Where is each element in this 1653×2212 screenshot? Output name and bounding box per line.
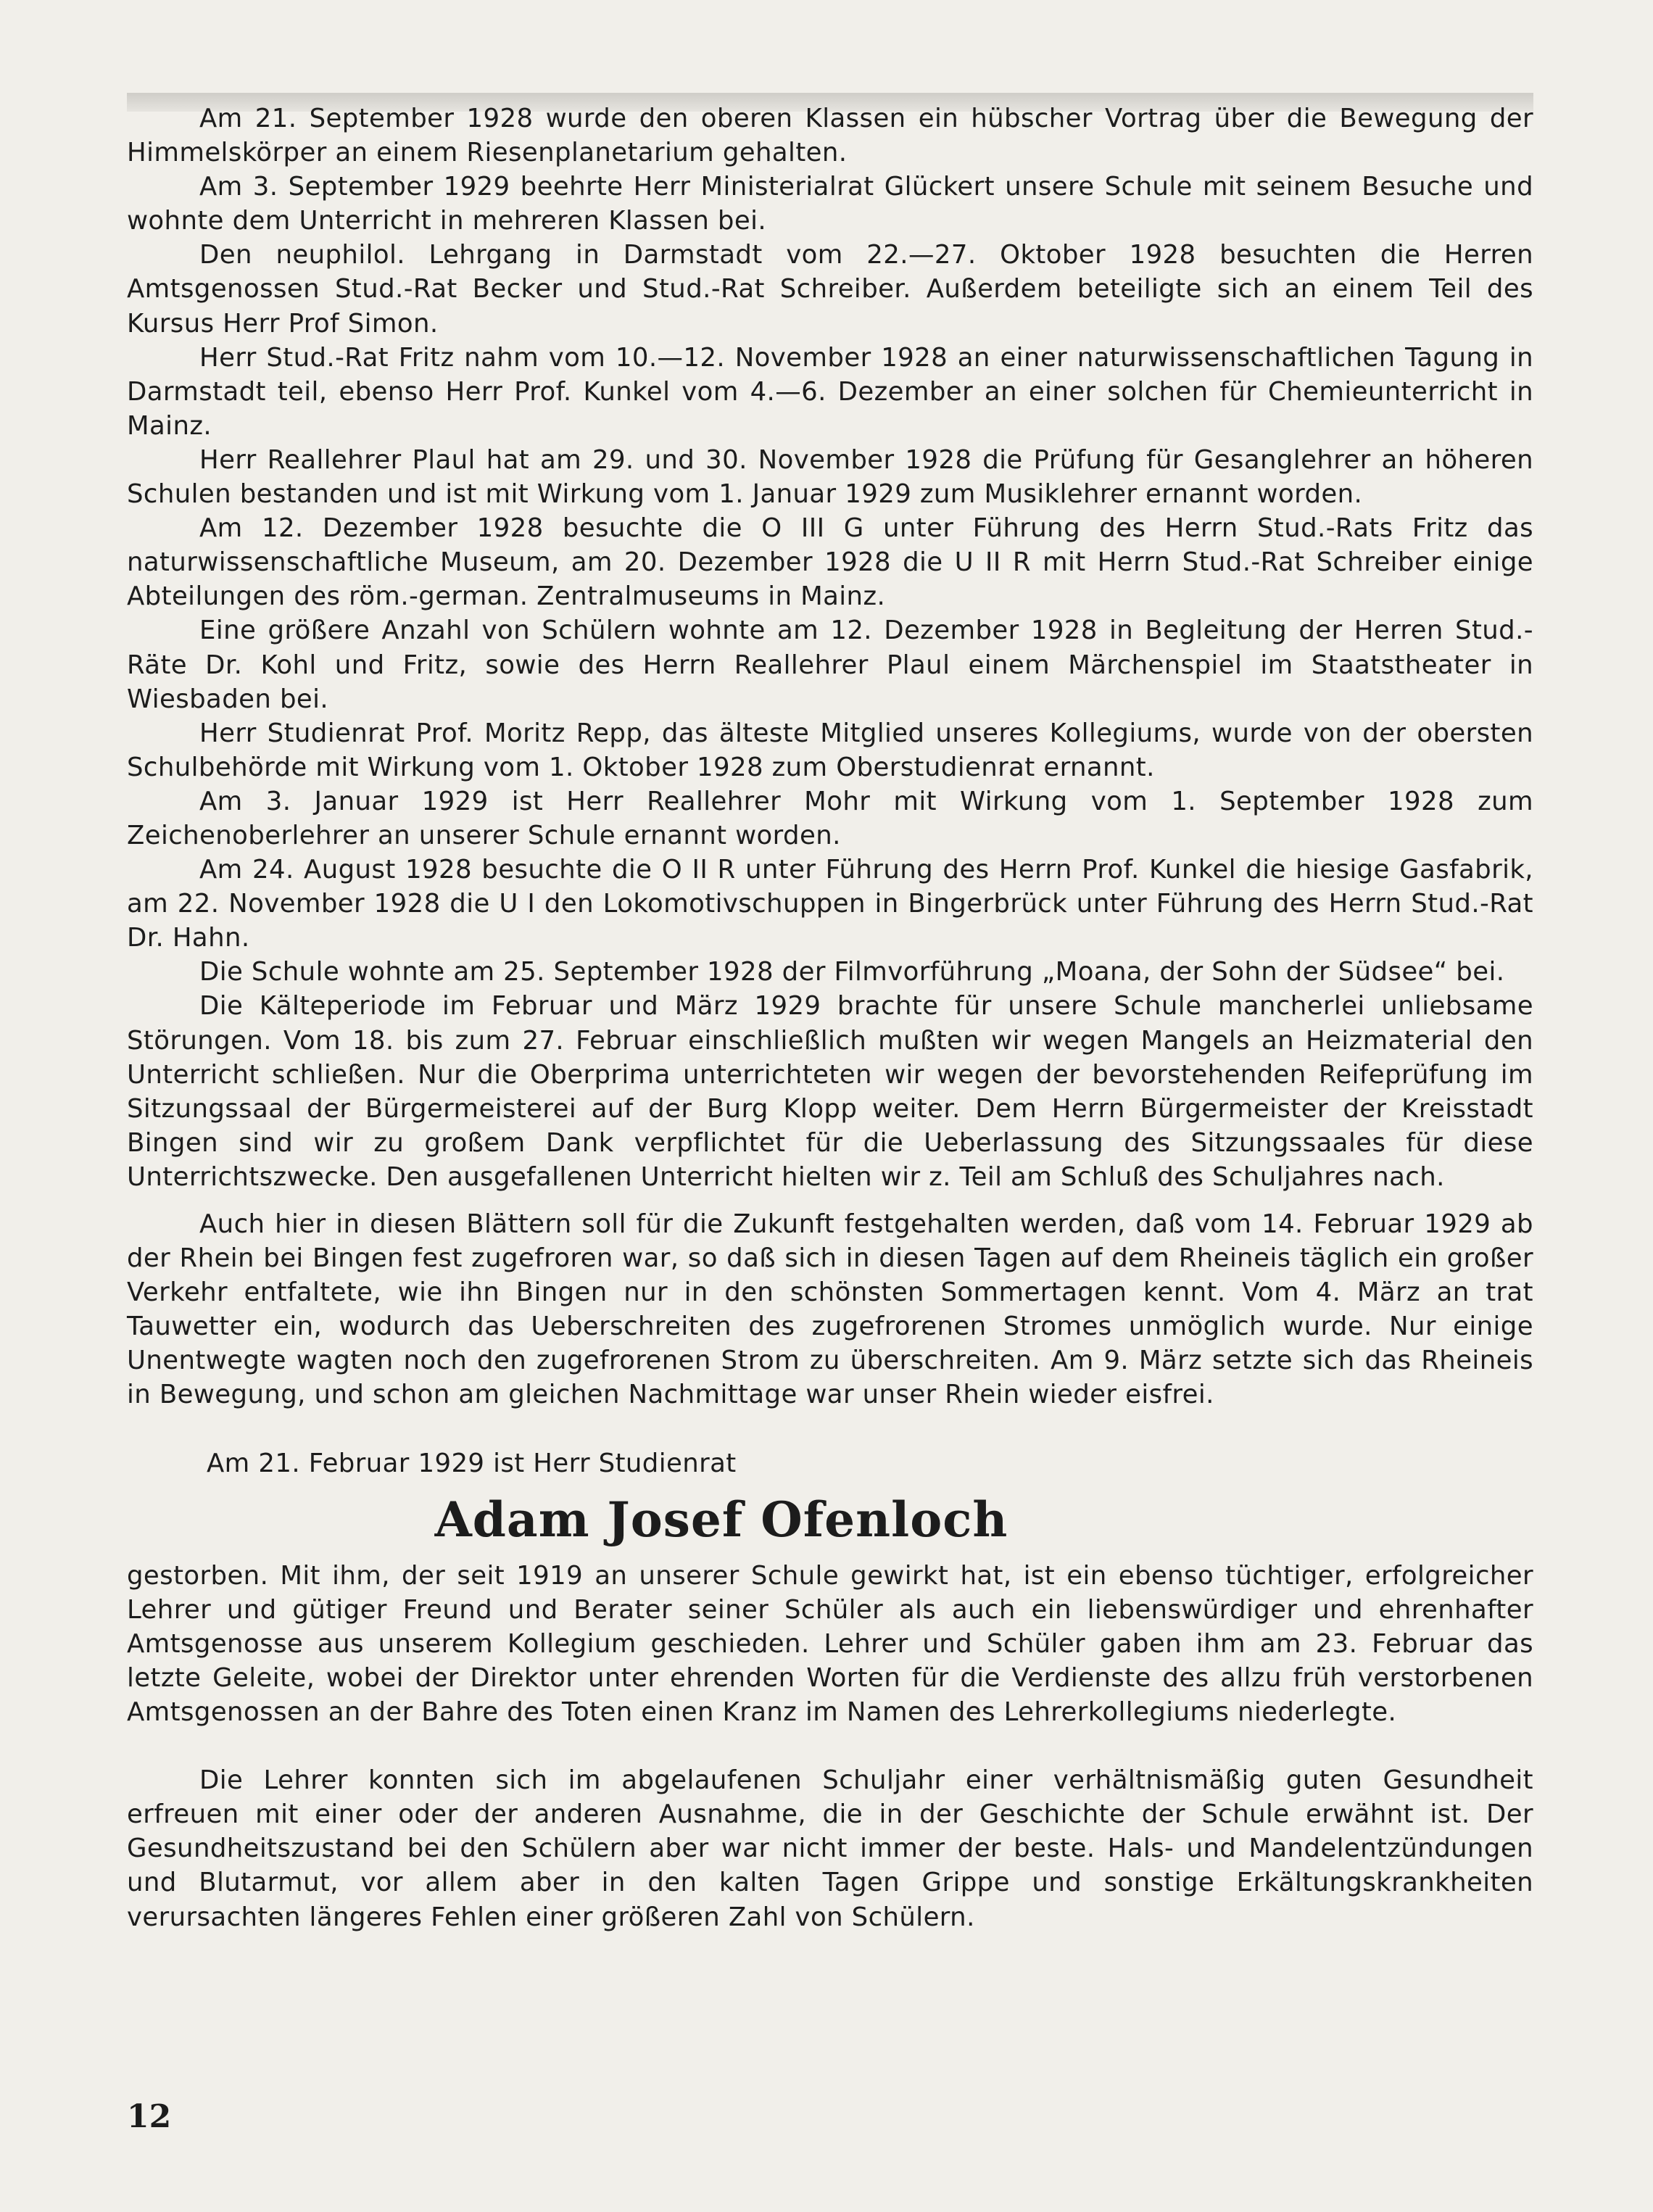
page-number: 12: [127, 2098, 172, 2135]
chronicle-paragraph: Die Schule wohnte am 25. September 1928 der Filmvorführung „Moana, der Sohn der Südsee“ bei.: [199, 957, 1505, 987]
chronicle-paragraph: Herr Studienrat Prof. Moritz Repp, das älteste Mitglied unseres Kollegiums, wurde von der obersten Schulbehörde mit Wirkung vom 1. Oktober 1928 zum Oberstudienrat ernannt.: [127, 718, 1533, 782]
obituary-intro: Am 21. Februar 1929 ist Herr Studienrat: [207, 1448, 737, 1478]
rhine-paragraph: Auch hier in diesen Blättern soll für die Zukunft festgehalten werden, daß vom 14. Februar 1929 ab der Rhein bei Bingen fest zugefroren war, so daß sich in diesen Tagen auf dem Rheineis täglich ein großer Verkehr entfaltete, wie ihn Bingen nur in den schönsten Sommertagen kennt. Vom 4. März an trat Tauwetter ein, wodurch das Ueberschreiten des zugefrorenen Stromes unmöglich wurde. Nur einige Unentwegte wagten noch den zugefrorenen Strom zu überschreiten. Am 9. März setzte sich das Rheineis in Bewegung, und schon am gleichen Nachmittage war unser Rhein wieder eisfrei.: [127, 1209, 1533, 1410]
chronicle-paragraph: Den neuphilol. Lehrgang in Darmstadt vom 22.—27. Oktober 1928 besuchten die Herren Amtsgenossen Stud.-Rat Becker und Stud.-Rat Schreiber. Außerdem beteiligte sich an einem Teil des Kursus Herr Prof Simon.: [127, 240, 1533, 339]
chronicle-paragraph: Am 21. September 1928 wurde den oberen Klassen ein hübscher Vortrag über die Bewegung der Himmelskörper an einem Riesenplanetarium gehalten.: [127, 104, 1533, 168]
obituary-paragraph: gestorben. Mit ihm, der seit 1919 an unserer Schule gewirkt hat, ist ein ebenso tüchtiger, erfolgreicher Lehrer und gütiger Freund und Berater seiner Schüler als auch ein liebenswürdiger und ehrenhafter Amtsgenosse aus unserem Kollegium geschieden. Lehrer und Schüler gaben ihm am 23. Februar das letzte Geleite, wobei der Direktor unter ehrenden Worten für die Verdienste des allzu früh verstorbenen Amtsgenossen an der Bahre des Toten einen Kranz im Namen des Lehrerkollegiums niederlegte.: [127, 1560, 1533, 1728]
deceased-name-text: Adam Josef Ofenloch: [434, 1491, 1008, 1548]
chronicle-paragraph: Herr Stud.-Rat Fritz nahm vom 10.—12. November 1928 an einer naturwissenschaftlichen Tagung in Darmstadt teil, ebenso Herr Prof. Kunkel vom 4.—6. Dezember an einer solchen für Chemieunterricht in Mainz.: [127, 342, 1533, 441]
chronicle-paragraph: Am 3. September 1929 beehrte Herr Ministerialrat Glückert unsere Schule mit seinem Besuche und wohnte dem Unterricht in mehreren Klassen bei.: [127, 172, 1533, 236]
chronicle-paragraph: Herr Reallehrer Plaul hat am 29. und 30. November 1928 die Prüfung für Gesanglehrer an höheren Schulen bestanden und ist mit Wirkung vom 1. Januar 1929 zum Musiklehrer ernannt worden.: [127, 444, 1533, 510]
chronicle-paragraph: Am 24. August 1928 besuchte die O II R unter Führung des Herrn Prof. Kunkel die hiesige Gasfabrik, am 22. November 1928 die U I den Lokomotivschuppen in Bingerbrück unter Führung des Herrn Stud.-Rat Dr. Hahn.: [127, 855, 1533, 953]
health-paragraph: Die Lehrer konnten sich im abgelaufenen Schuljahr einer verhältnismäßig guten Gesundheit erfreuen mit einer oder der anderen Ausnahme, die in der Geschichte der Schule erwähnt ist. Der Gesundheitszustand bei den Schülern aber war nicht immer der beste. Hals- und Mandelentzündungen und Blutarmut, vor allem aber in den kalten Tagen Grippe und sonstige Erkältungskrankheiten verursachten längeres Fehlen einer größeren Zahl von Schülern.: [127, 1765, 1533, 1932]
chronicle-paragraph: Am 12. Dezember 1928 besuchte die O III G unter Führung des Herrn Stud.-Rats Fritz das naturwissenschaftliche Museum, am 20. Dezember 1928 die U II R mit Herrn Stud.-Rat Schreiber einige Abteilungen des röm.-german. Zentralmuseums in Mainz.: [127, 513, 1533, 612]
deceased-name: [127, 1491, 1533, 1549]
text-column: [127, 102, 1533, 1934]
chronicle-paragraph: Die Kälteperiode im Februar und März 1929 brachte für unsere Schule mancherlei unliebsame Störungen. Vom 18. bis zum 27. Februar einschließlich mußten wir wegen Mangels an Heizmaterial den Unterricht schließen. Nur die Oberprima unterrichteten wir wegen der bevorstehenden Reifeprüfung im Sitzungssaal der Bürgermeisterei auf der Burg Klopp weiter. Dem Herrn Bürgermeister der Kreisstadt Bingen sind wir zu großem Dank verpflichtet für die Ueberlassung des Sitzungssaales für diese Unterrichtszwecke. Den ausgefallenen Unterricht hielten wir z. Teil am Schluß des Schuljahres nach.: [127, 991, 1533, 1192]
chronicle-paragraph: Eine größere Anzahl von Schülern wohnte am 12. Dezember 1928 in Begleitung der Herren Stud.-Räte Dr. Kohl und Fritz, sowie des Herrn Reallehrer Plaul einem Märchenspiel im Staatstheater in Wiesbaden bei.: [127, 616, 1533, 714]
chronicle-paragraph: Am 3. Januar 1929 ist Herr Reallehrer Mohr mit Wirkung vom 1. September 1928 zum Zeichenoberlehrer an unserer Schule ernannt worden.: [127, 786, 1533, 850]
